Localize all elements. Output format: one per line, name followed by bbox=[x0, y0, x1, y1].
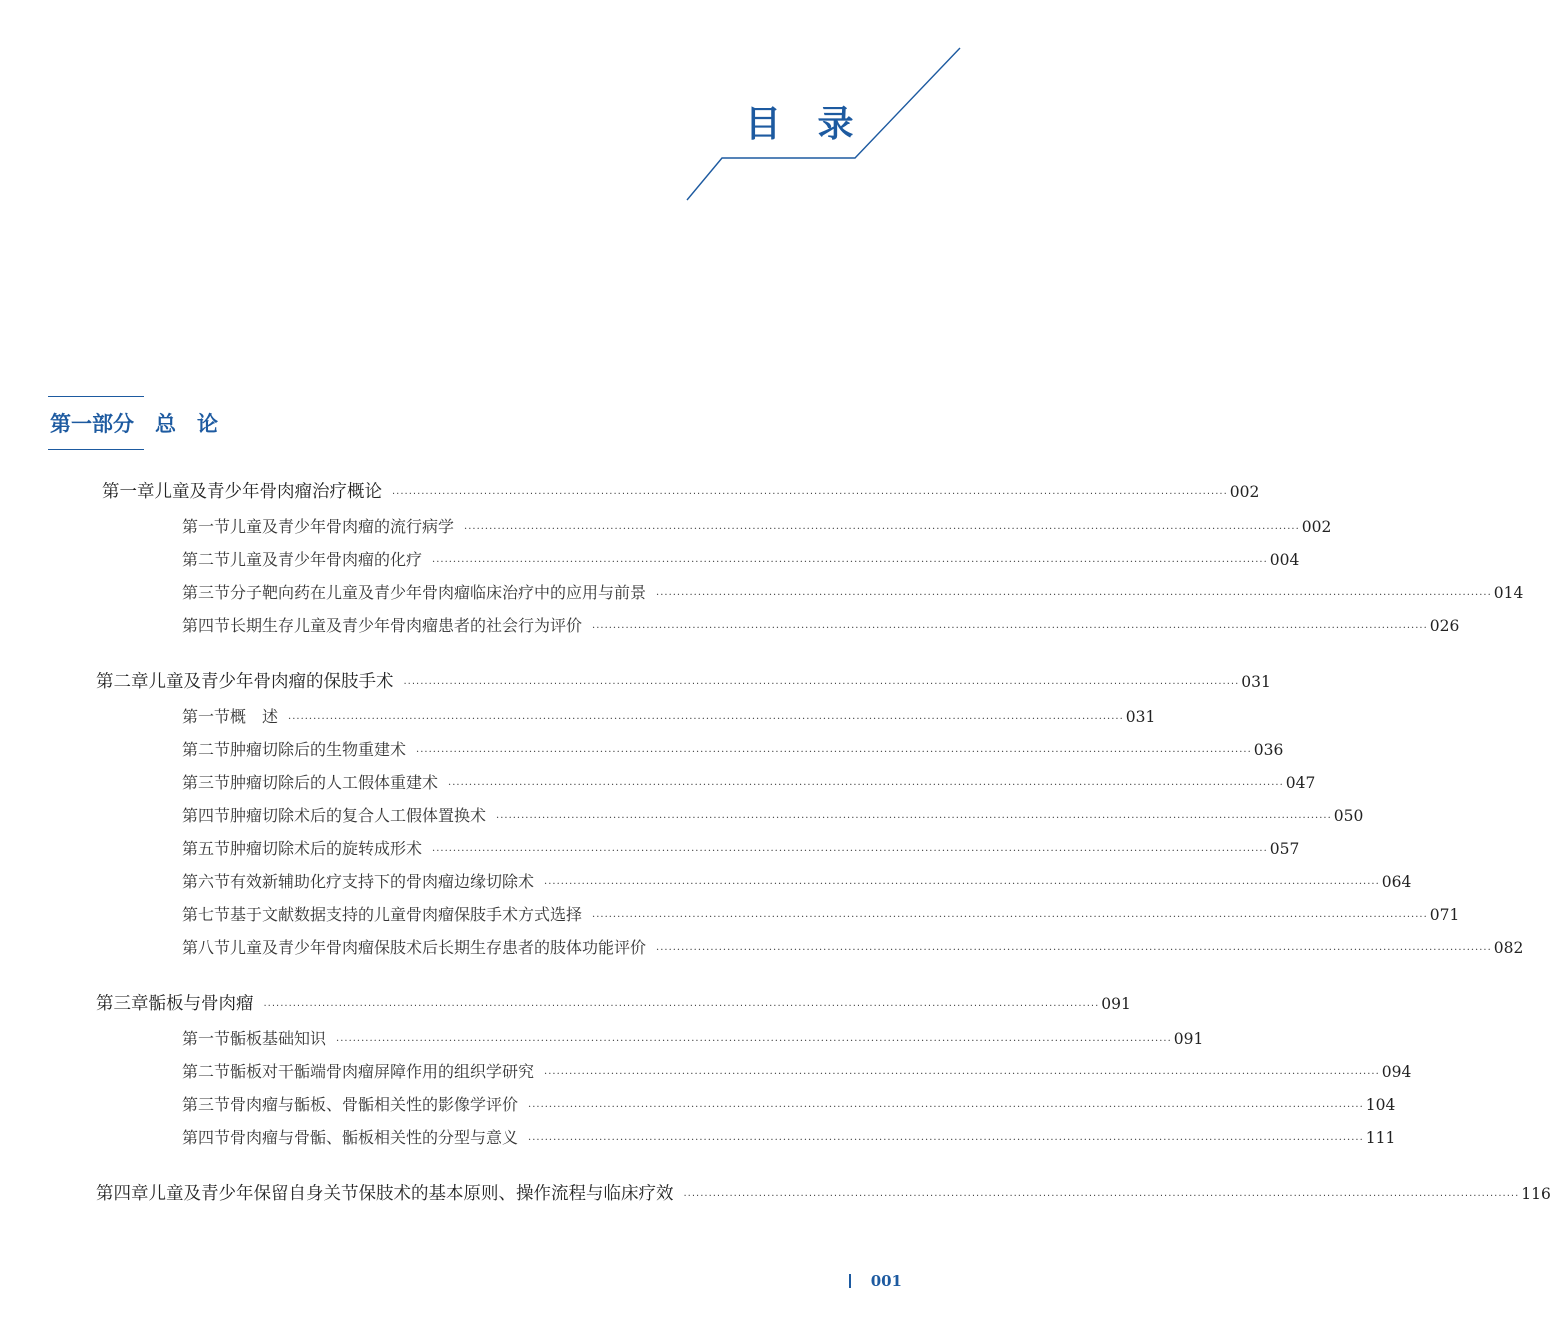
dot-leader: ········································································································································································································ bbox=[288, 714, 1124, 725]
section-label: 第二节 bbox=[182, 1062, 231, 1081]
dot-leader: ········································································································································································································ bbox=[416, 747, 1252, 758]
section-title: 肿瘤切除后的人工假体重建术 bbox=[230, 773, 439, 792]
footer-page-number: 001 bbox=[870, 1272, 902, 1290]
dot-leader: ········································································································································································································ bbox=[683, 1191, 1520, 1202]
section-label: 第八节 bbox=[182, 938, 231, 957]
toc-section-2-4[interactable] bbox=[182, 803, 1364, 831]
section-title: 儿童及青少年骨肉瘤的化疗 bbox=[230, 550, 423, 569]
section-label: 第二节 bbox=[182, 740, 231, 759]
toc-chapter-2[interactable] bbox=[96, 668, 1271, 696]
toc-section-3-4[interactable] bbox=[182, 1125, 1396, 1153]
dot-leader: ········································································································································································································ bbox=[263, 1001, 1100, 1012]
toc-section-3-3[interactable] bbox=[182, 1092, 1396, 1120]
toc-section-2-2[interactable] bbox=[182, 737, 1284, 765]
section-page-number: 057 bbox=[1269, 840, 1300, 858]
section-title: 有效新辅助化疗支持下的骨肉瘤边缘切除术 bbox=[230, 872, 535, 891]
section-page-number: 031 bbox=[1125, 708, 1156, 726]
section-label: 第五节 bbox=[182, 839, 231, 858]
toc-section-2-5[interactable] bbox=[182, 836, 1300, 864]
section-title: 概 述 bbox=[230, 707, 279, 726]
section-page-number: 064 bbox=[1381, 873, 1412, 891]
section-page-number: 111 bbox=[1365, 1129, 1396, 1147]
page-title: 目 录 bbox=[745, 104, 866, 145]
section-page-number: 104 bbox=[1365, 1096, 1396, 1114]
section-label: 第七节 bbox=[182, 905, 231, 924]
chapter-title: 儿童及青少年保留自身关节保肢术的基本原则、操作流程与临床疗效 bbox=[148, 1184, 674, 1204]
section-label: 第六节 bbox=[182, 872, 231, 891]
section-label: 第四节 bbox=[182, 1128, 231, 1147]
dot-leader: ········································································································································································································ bbox=[448, 780, 1284, 791]
part-title: 第一部分 总 论 bbox=[50, 412, 218, 436]
section-page-number: 047 bbox=[1285, 774, 1316, 792]
section-page-number: 094 bbox=[1381, 1063, 1412, 1081]
chapter-page-number: 116 bbox=[1521, 1185, 1551, 1203]
toc-section-2-8[interactable] bbox=[182, 935, 1524, 963]
section-title: 儿童及青少年骨肉瘤的流行病学 bbox=[230, 517, 455, 536]
toc-chapter-3[interactable] bbox=[96, 990, 1131, 1018]
section-title: 骨肉瘤与骨骺、骺板相关性的分型与意义 bbox=[230, 1128, 519, 1147]
section-title: 儿童及青少年骨肉瘤保肢术后长期生存患者的肢体功能评价 bbox=[230, 938, 647, 957]
section-page-number: 036 bbox=[1253, 741, 1284, 759]
section-title: 骺板对干骺端骨肉瘤屏障作用的组织学研究 bbox=[230, 1062, 535, 1081]
toc-chapter-1[interactable] bbox=[102, 478, 1260, 506]
section-label: 第一节 bbox=[182, 707, 231, 726]
chapter-title: 儿童及青少年骨肉瘤的保肢手术 bbox=[148, 672, 394, 692]
dot-leader: ········································································································································································································ bbox=[336, 1036, 1172, 1047]
section-title: 长期生存儿童及青少年骨肉瘤患者的社会行为评价 bbox=[230, 616, 583, 635]
toc-section-3-2[interactable] bbox=[182, 1059, 1412, 1087]
section-label: 第四节 bbox=[182, 616, 231, 635]
dot-leader: ········································································································································································································ bbox=[432, 846, 1268, 857]
section-page-number: 002 bbox=[1301, 518, 1332, 536]
section-page-number: 026 bbox=[1429, 617, 1460, 635]
chapter-title: 儿童及青少年骨肉瘤治疗概论 bbox=[154, 482, 382, 502]
dot-leader: ········································································································································································································ bbox=[432, 557, 1268, 568]
chapter-label: 第四章 bbox=[96, 1184, 149, 1204]
chapter-page-number: 002 bbox=[1229, 483, 1260, 501]
section-label: 第三节 bbox=[182, 773, 231, 792]
section-title: 骺板基础知识 bbox=[230, 1029, 327, 1048]
toc-section-2-7[interactable] bbox=[182, 902, 1460, 930]
toc-section-1-4[interactable] bbox=[182, 613, 1460, 641]
chapter-page-number: 031 bbox=[1241, 673, 1271, 691]
section-title: 肿瘤切除术后的旋转成形术 bbox=[230, 839, 423, 858]
section-label: 第三节 bbox=[182, 1095, 231, 1114]
section-page-number: 050 bbox=[1333, 807, 1364, 825]
toc-section-2-6[interactable] bbox=[182, 869, 1412, 897]
toc-chapter-4[interactable] bbox=[96, 1180, 1551, 1208]
section-label: 第二节 bbox=[182, 550, 231, 569]
toc-section-1-1[interactable] bbox=[182, 514, 1332, 542]
dot-leader: ········································································································································································································ bbox=[392, 489, 1228, 500]
dot-leader: ········································································································································································································ bbox=[496, 813, 1332, 824]
dot-leader: ········································································································································································································ bbox=[656, 945, 1492, 956]
dot-leader: ········································································································································································································ bbox=[544, 879, 1380, 890]
section-title: 分子靶向药在儿童及青少年骨肉瘤临床治疗中的应用与前景 bbox=[230, 583, 647, 602]
chapter-label: 第二章 bbox=[96, 672, 149, 692]
dot-leader: ········································································································································································································ bbox=[528, 1135, 1364, 1146]
section-label: 第三节 bbox=[182, 583, 231, 602]
toc-section-2-1[interactable] bbox=[182, 704, 1156, 732]
footer-bar bbox=[849, 1274, 851, 1288]
section-label: 第一节 bbox=[182, 1029, 231, 1048]
chapter-label: 第一章 bbox=[102, 482, 155, 502]
section-title: 基于文献数据支持的儿童骨肉瘤保肢手术方式选择 bbox=[230, 905, 583, 924]
part-heading bbox=[48, 396, 218, 450]
section-label: 第一节 bbox=[182, 517, 231, 536]
chapter-label: 第三章 bbox=[96, 994, 149, 1014]
section-page-number: 091 bbox=[1173, 1030, 1204, 1048]
dot-leader: ········································································································································································································ bbox=[464, 524, 1300, 535]
toc-section-2-3[interactable] bbox=[182, 770, 1316, 798]
dot-leader: ········································································································································································································ bbox=[544, 1069, 1380, 1080]
section-page-number: 082 bbox=[1493, 939, 1524, 957]
page-footer bbox=[849, 1272, 902, 1290]
dot-leader: ········································································································································································································ bbox=[592, 623, 1428, 634]
chapter-page-number: 091 bbox=[1101, 995, 1131, 1013]
section-title: 骨肉瘤与骺板、骨骺相关性的影像学评价 bbox=[230, 1095, 519, 1114]
toc-section-1-3[interactable] bbox=[182, 580, 1524, 608]
dot-leader: ········································································································································································································ bbox=[592, 912, 1428, 923]
section-page-number: 004 bbox=[1269, 551, 1300, 569]
section-title: 肿瘤切除术后的复合人工假体置换术 bbox=[230, 806, 487, 825]
toc-section-1-2[interactable] bbox=[182, 547, 1300, 575]
dot-leader: ········································································································································································································ bbox=[528, 1102, 1364, 1113]
section-page-number: 014 bbox=[1493, 584, 1524, 602]
section-label: 第四节 bbox=[182, 806, 231, 825]
dot-leader: ········································································································································································································ bbox=[403, 679, 1240, 690]
chapter-title: 骺板与骨肉瘤 bbox=[148, 994, 254, 1014]
section-title: 肿瘤切除后的生物重建术 bbox=[230, 740, 407, 759]
section-page-number: 071 bbox=[1429, 906, 1460, 924]
toc-section-3-1[interactable] bbox=[182, 1026, 1204, 1054]
dot-leader: ········································································································································································································ bbox=[656, 590, 1492, 601]
